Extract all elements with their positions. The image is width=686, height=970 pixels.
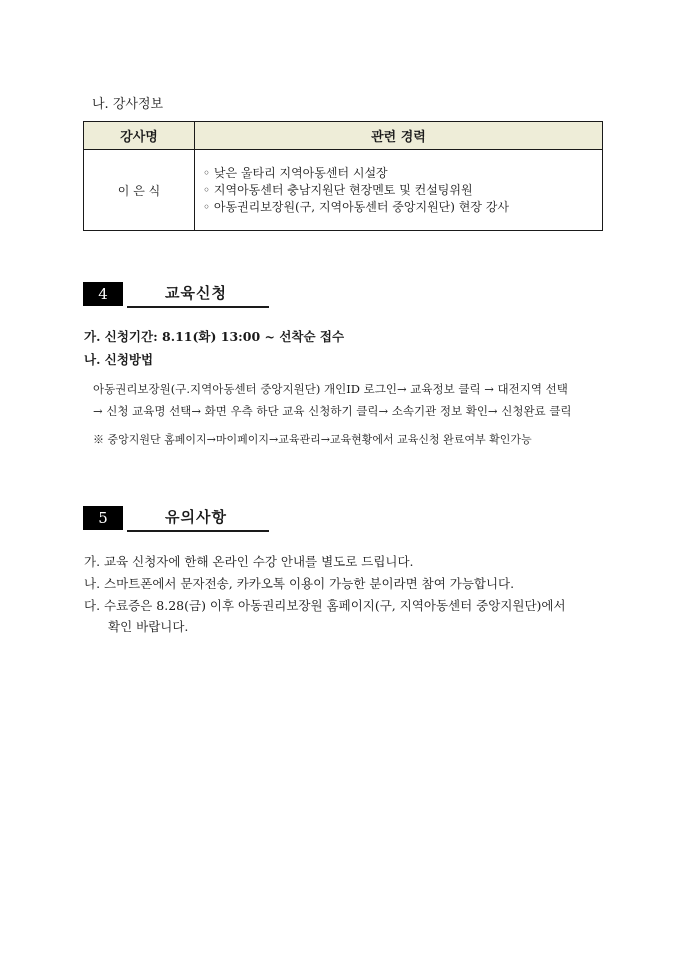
career-list xyxy=(195,150,603,231)
table-row xyxy=(84,150,603,231)
column-header-career: 관련 경력 xyxy=(195,122,603,150)
notice-item: 나. 스마트폰에서 문자전송, 카카오톡 이용이 가능한 분이라면 참여 가능합니다. xyxy=(84,576,515,591)
application-method-heading: 나. 신청방법 xyxy=(84,352,154,367)
section-number: 4 xyxy=(83,282,123,306)
section-underline xyxy=(127,306,269,308)
note-text: ※ 중앙지원단 홈페이지→마이페이지→교육관리→교육현황에서 교육신청 완료여부 확인가능 xyxy=(93,433,532,446)
instructor-info-heading: 나. 강사정보 xyxy=(92,97,164,112)
instructor-table xyxy=(83,121,603,231)
notice-item: 확인 바랍니다. xyxy=(108,619,189,634)
table-header-row xyxy=(84,122,603,150)
section-underline xyxy=(127,530,269,532)
section-number: 5 xyxy=(83,506,123,530)
career-item: ◦ 지역아동센터 충남지원단 현장멘토 및 컨설팅위원 xyxy=(203,182,473,197)
career-item: ◦ 낮은 울타리 지역아동센터 시설장 xyxy=(203,165,388,180)
method-line: → 신청 교육명 선택→ 화면 우측 하단 교육 신청하기 클릭→ 소속기관 정보 확인→ 신청완료 클릭 xyxy=(93,404,572,418)
application-period: 가. 신청기간: 8.11(화) 13:00 ~ 선착순 접수 xyxy=(84,329,345,344)
section-5-header xyxy=(83,506,283,532)
method-line: 아동권리보장원(구.지역아동센터 중앙지원단) 개인ID 로그인→ 교육정보 클릭 → 대전지역 선택 xyxy=(93,382,568,396)
instructor-name: 이 은 식 xyxy=(84,150,195,231)
section-4-header xyxy=(83,282,283,308)
section-title: 교육신청 xyxy=(165,284,227,302)
section-title: 유의사항 xyxy=(165,508,227,526)
column-header-name: 강사명 xyxy=(84,122,195,150)
career-item: ◦ 아동권리보장원(구, 지역아동센터 중앙지원단) 현장 강사 xyxy=(203,199,509,214)
notice-item: 다. 수료증은 8.28(금) 이후 아동권리보장원 홈페이지(구, 지역아동센터 중앙지원단)에서 xyxy=(84,598,566,613)
notice-item: 가. 교육 신청자에 한해 온라인 수강 안내를 별도로 드립니다. xyxy=(84,554,414,569)
